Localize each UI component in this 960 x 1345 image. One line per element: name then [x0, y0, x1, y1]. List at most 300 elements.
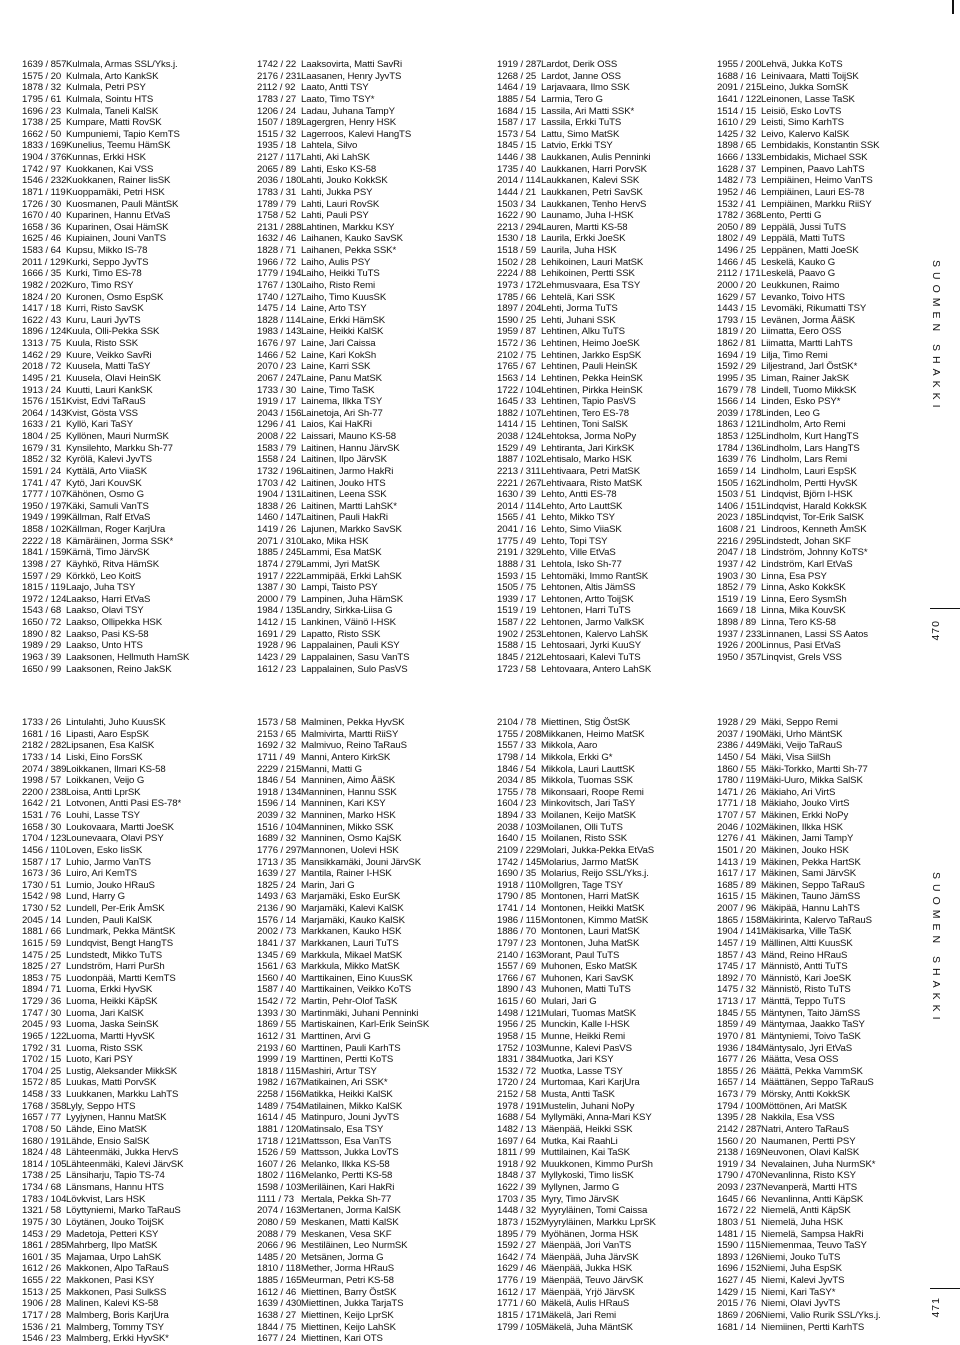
player-name-club: Lampinen, Juha HämSK: [301, 593, 403, 605]
list-item: [257, 1252, 429, 1264]
rating-games: 1852 / 79: [717, 582, 757, 594]
list-item: [257, 1031, 429, 1043]
list-item: [497, 559, 651, 571]
rating-games: 1614 / 45: [257, 1112, 297, 1124]
player-name-club: Kuusela, Matti TaSY: [66, 361, 151, 373]
player-name-club: Laukkanen, Harri PorvSK: [541, 163, 647, 175]
player-name-club: Laine, Heikki KalSK: [301, 326, 384, 338]
list-item: [717, 582, 879, 594]
player-name-club: Matinsalo, Esa TSY: [301, 1123, 384, 1135]
list-item: [497, 857, 656, 869]
rating-games: 1450 / 54: [717, 751, 757, 763]
player-name-club: Marttinen, Pauli KarhTS: [301, 1042, 401, 1054]
list-item: [257, 478, 411, 490]
rating-games: 1622 / 39: [497, 1182, 537, 1193]
player-name-club: Marjamäki, Kauko KalSK: [301, 914, 405, 926]
list-item: [22, 787, 183, 799]
player-name-club: Lehto, Mikko TSY: [541, 512, 615, 524]
player-name-club: Montonen, Juha MatSK: [541, 937, 640, 949]
player-name-club: Lotvonen, Antti Pasi ES-78*: [66, 798, 182, 810]
list-item: [257, 373, 411, 385]
list-item: [257, 1112, 429, 1124]
rating-games: 2008 / 22: [257, 431, 297, 442]
rating-games: 1453 / 29: [22, 1228, 62, 1240]
player-name-club: Mäkinen, Erkki NoPy: [761, 810, 849, 821]
list-item: [257, 664, 411, 676]
rating-games: 1629 / 46: [497, 1263, 537, 1275]
player-name-club: Liski, Eino ForsSK: [66, 751, 143, 763]
list-item: [257, 973, 429, 985]
rating-games: 1593 / 15: [497, 570, 537, 582]
rating-games: 1765 / 67: [497, 361, 537, 373]
list-item: [717, 1170, 881, 1182]
list-item: [257, 559, 411, 571]
rating-games: 1493 / 63: [257, 891, 297, 903]
player-name-club: Martiskainen, Karl-Erik SeinSK: [301, 1019, 430, 1031]
player-name-club: Madetoja, Petteri KSY: [66, 1228, 159, 1240]
player-name-club: Laaksonen, Reino JakSK: [66, 663, 172, 675]
list-item: [257, 443, 411, 455]
list-item: [22, 868, 183, 880]
list-item: [497, 915, 656, 927]
player-name-club: Kärnä, Timo JärvSK: [66, 547, 150, 559]
list-item: [22, 303, 189, 315]
list-item: [497, 938, 656, 950]
rating-games: 1803 / 51: [717, 1216, 757, 1228]
rating-games: 1984 / 135: [257, 605, 302, 617]
player-name-club: Lainema, Ilkka TSY: [301, 396, 383, 408]
list-item: [257, 1287, 429, 1299]
list-item: [497, 752, 656, 764]
list-item: [22, 257, 189, 269]
rating-games: 1657 / 77: [22, 1112, 62, 1124]
rating-games: 1919 / 17: [257, 396, 297, 408]
rating-games: 1608 / 21: [717, 524, 757, 535]
rating-games: 1918 / 110: [497, 879, 541, 891]
player-name-club: Kytö, Jari KouvSK: [66, 477, 142, 489]
list-item: [497, 1054, 656, 1066]
player-name-club: Mäenpää, Yrjö JärvSK: [541, 1286, 635, 1298]
rating-games: 2224 / 88: [497, 268, 537, 280]
rating-games: 1810 / 118: [257, 1263, 301, 1275]
list-item: [22, 915, 183, 927]
list-item: [257, 891, 429, 903]
list-item: [717, 926, 881, 938]
player-name-club: Mäkelä, Jari Remi: [541, 1309, 617, 1321]
list-item: [22, 1147, 183, 1159]
rating-games: 1630 / 39: [497, 489, 537, 501]
list-item: [257, 571, 411, 583]
player-name-club: Lembidakis, Michael SSK: [761, 152, 868, 163]
list-item: [257, 338, 411, 350]
player-name-club: Lehikoinen, Lauri MatSK: [541, 256, 644, 268]
rating-games: 1844 / 75: [257, 1321, 297, 1333]
player-name-club: Mutka, Kai RaahLi: [541, 1135, 618, 1147]
list-item: [22, 512, 189, 524]
player-name-club: Manninen, Mikko SSK: [301, 821, 394, 833]
player-name-club: Kuusela, Olavi HeinSK: [66, 372, 161, 384]
rating-games: 1733 / 26: [22, 717, 62, 728]
rating-games: 1458 / 33: [22, 1089, 62, 1100]
player-name-club: Myyryläinen, Markku LprSK: [541, 1216, 656, 1228]
list-item: [717, 1252, 881, 1264]
list-item: [497, 582, 651, 594]
rating-games: 1489 / 754: [257, 1100, 302, 1112]
rating-games: 1893 / 126: [717, 1251, 762, 1263]
rating-games: 1898 / 65: [717, 140, 757, 152]
rating-games: 1650 / 72: [22, 617, 62, 628]
rating-games: 1590 / 115: [717, 1240, 761, 1252]
rating-games: 1970 / 81: [717, 1030, 757, 1042]
list-item: [717, 408, 879, 420]
rating-games: 1572 / 85: [22, 1077, 62, 1089]
player-name-club: Munne, Kalevi PasVS: [541, 1042, 632, 1054]
list-item: [497, 617, 651, 629]
player-name-club: Lempinen, Paavo LahTS: [761, 163, 865, 175]
player-name-club: Luoma, Heikki KäpSK: [66, 996, 158, 1007]
player-name-club: Laitinen, Jouko HTS: [301, 477, 386, 489]
list-item: [497, 961, 656, 973]
rating-games: 1587 / 17: [22, 856, 62, 868]
list-item: [22, 524, 189, 536]
rating-games: 1752 / 103: [497, 1042, 542, 1054]
list-item: [257, 164, 411, 176]
list-item: [717, 1194, 881, 1206]
list-item: [497, 571, 651, 583]
player-name-club: Malmivirta, Martti RiiSY: [301, 728, 399, 740]
rating-games: 1587 / 40: [257, 984, 297, 996]
rating-games: 1722 / 104: [497, 384, 542, 396]
player-name-club: Lembidakis, Konstantin SSK: [761, 140, 880, 152]
player-name-club: Linden, Esko PSY*: [761, 396, 841, 408]
list-item: [22, 1205, 183, 1217]
rating-games: 1466 / 45: [717, 256, 757, 268]
list-item: [717, 787, 881, 799]
list-item: [717, 443, 879, 455]
player-name-club: Laitinen, Jarmo HakRi: [301, 465, 394, 477]
player-name-club: Mahrberg, Ilpo MatSK: [66, 1240, 158, 1252]
player-name-club: Muotka, Lasse TSY: [541, 1065, 623, 1077]
list-item: [22, 652, 189, 664]
player-name-club: Montonen, Heikki MatSK: [541, 903, 645, 914]
player-name-club: Lyyjynen, Hannu MatSK: [66, 1112, 167, 1124]
list-item: [717, 431, 879, 443]
player-name-club: Malmberg, Tommy TSY: [66, 1321, 164, 1333]
list-item: [257, 59, 411, 71]
list-item: [497, 903, 656, 915]
player-name-club: Lehti, Jorma TuTS: [541, 303, 618, 315]
rating-games: 1858 / 102: [22, 524, 67, 535]
player-name-club: Makkonen, Pasi SulkSS: [66, 1286, 167, 1298]
list-item: [497, 1077, 656, 1089]
player-name-club: Lehtinen, Tapio PasVS: [541, 396, 636, 408]
rating-games: 1904 / 141: [717, 926, 762, 938]
player-name-club: Mikkola, Lauri LauttSK: [541, 763, 635, 775]
rating-games: 1733 / 14: [22, 751, 62, 763]
rating-games: 2047 / 18: [717, 547, 757, 559]
rating-games: 2182 / 282: [22, 740, 67, 752]
rating-games: 1505 / 162: [717, 477, 762, 489]
player-name-club: Laukkanen, Kalevi SSK: [541, 175, 640, 187]
list-item: [22, 547, 189, 559]
list-item: [257, 582, 411, 594]
side-margin: [930, 150, 950, 650]
rating-games: 2046 / 102: [717, 821, 762, 833]
rating-games: 1406 / 151: [717, 500, 762, 512]
rating-games: 1387 / 30: [257, 582, 297, 594]
list-item: [497, 833, 656, 845]
rating-games: 1741 / 47: [22, 477, 62, 489]
rating-games: 1628 / 37: [717, 163, 757, 175]
list-item: [22, 1229, 183, 1241]
player-name-club: Källman, Ralf EtVaS: [66, 512, 151, 524]
list-item: [497, 1194, 656, 1206]
rating-games: 1627 / 45: [717, 1275, 757, 1286]
rating-games: 1639 / 27: [257, 868, 297, 880]
rating-games: 1898 / 89: [717, 617, 757, 628]
list-item: [22, 1031, 183, 1043]
rating-games: 1575 / 20: [22, 70, 62, 82]
rating-games: 1313 / 75: [22, 338, 62, 349]
list-item: [497, 233, 651, 245]
player-name-club: Martin, Pehr-Olof TaSK: [301, 996, 398, 1007]
list-item: [22, 129, 189, 141]
player-name-club: Luiro, Ari KemTS: [66, 868, 137, 880]
rating-games: 1865 / 158: [717, 914, 762, 926]
player-name-club: Laiho, Timo KuusSK: [301, 291, 387, 303]
rating-games: 1669 / 18: [717, 605, 757, 617]
player-name-club: Leppälä, Jussi TuTS: [761, 221, 847, 233]
list-item: [257, 1089, 429, 1101]
rating-games: 1617 / 17: [717, 868, 757, 880]
player-name-club: Lahti, Jukka PSY: [301, 186, 373, 198]
player-name-club: Kuosmanen, Pauli MäntSK: [66, 198, 179, 210]
player-name-club: Linna, Esa PSY: [761, 570, 827, 582]
rating-games: 2088 / 79: [257, 1228, 297, 1240]
list-item: [497, 1217, 656, 1229]
player-name-club: Niemi, Kari TaSY*: [761, 1286, 836, 1298]
player-name-club: Lehtinen, Jarkko EspSK: [541, 349, 642, 361]
player-name-club: Leskelä, Paavo G: [761, 268, 836, 280]
rating-games: 1755 / 208: [497, 728, 542, 740]
list-item: [22, 798, 183, 810]
rating-games: 1742 / 22: [257, 59, 297, 70]
player-name-club: Mäki-Torkko, Martti Sh-77: [761, 763, 868, 775]
rating-games: 1659 / 14: [717, 465, 757, 477]
list-item: [497, 280, 651, 292]
player-name-club: Kvist, Gösta VSS: [66, 407, 138, 419]
list-item: [257, 1194, 429, 1206]
player-name-club: Kurki, Seppo JyvTS: [66, 256, 149, 268]
player-name-club: Lindholm, Kurt HangTS: [761, 431, 859, 442]
rating-games: 1592 / 27: [497, 1240, 537, 1252]
list-item: [257, 798, 429, 810]
list-item: [257, 1066, 429, 1078]
list-item: [22, 1287, 183, 1299]
player-name-club: Lahti, Jouko KokkSK: [301, 175, 388, 187]
list-item: [257, 524, 411, 536]
list-item: [257, 1019, 429, 1031]
list-item: [22, 1089, 183, 1101]
player-name-club: Kunelius, Teemu HämSK: [66, 140, 171, 152]
player-name-club: Molari, Jukka-Pekka EtVaS: [541, 844, 655, 856]
list-item: [22, 1124, 183, 1136]
rating-games: 2229 / 215: [257, 763, 302, 775]
rating-games: 1526 / 59: [257, 1147, 297, 1159]
player-name-club: Miettinen, Keijo LprSK: [301, 1309, 394, 1321]
rating-games: 1955 / 200: [717, 59, 762, 70]
player-name-club: Laiho, Risto Remi: [301, 279, 376, 291]
rating-games: 1815 / 119: [22, 582, 66, 594]
list-item: [22, 82, 189, 94]
list-item: [717, 315, 879, 327]
player-name-club: Männistö, Antti TuTS: [761, 961, 848, 973]
list-item: [22, 926, 183, 938]
player-name-club: Lehtola, Isko Sh-77: [541, 558, 622, 570]
player-name-club: Lehtonen, Jarmo ValkSK: [541, 617, 645, 628]
player-name-club: Mäkirinta, Kalervo TaRauS: [761, 914, 872, 926]
rating-games: 1918 / 92: [497, 1158, 537, 1170]
rating-games: 1681 / 16: [22, 728, 62, 740]
rating-games: 2200 / 238: [22, 786, 67, 798]
player-name-club: Mashiri, Artur TSY: [301, 1065, 377, 1077]
player-name-club: Launamo, Juha I-HSK: [541, 210, 634, 222]
list-item: [257, 1333, 429, 1345]
player-name-club: Lahti, Esko KS-58: [301, 163, 377, 175]
list-item: [257, 1054, 429, 1066]
rating-games: 1694 / 19: [717, 349, 757, 361]
rating-games: 1978 / 191: [497, 1100, 542, 1112]
player-name-club: Liimatta, Martti LahTS: [761, 338, 853, 349]
list-item: [22, 419, 189, 431]
rating-games: 1838 / 26: [257, 500, 297, 512]
player-name-club: Louhi, Lasse TSY: [66, 810, 140, 821]
list-item: [257, 187, 411, 199]
player-name-club: Mäkisarka, Ville TaSK: [761, 926, 852, 938]
player-name-club: Kuokkanen, Rainer IisSK: [66, 175, 171, 187]
player-name-club: Kurri, Risto SavSK: [66, 303, 144, 315]
rating-games: 1869 / 206: [717, 1309, 762, 1321]
rating-games: 2045 / 14: [22, 914, 62, 926]
player-name-club: Lainetoja, Ari Sh-77: [301, 407, 383, 419]
player-name-club: Kyllö, Kari TaSY: [66, 419, 134, 431]
list-item: [257, 961, 429, 973]
list-item: [257, 257, 411, 269]
rating-games: 1825 / 27: [22, 961, 62, 973]
rating-games: 1983 / 143: [257, 326, 302, 338]
list-item: [497, 106, 651, 118]
player-name-club: Kumpuniemi, Tapio KemTS: [66, 128, 180, 140]
player-name-club: Makkonen, Pasi KSY: [66, 1275, 155, 1286]
rating-games: 1797 / 23: [497, 937, 537, 949]
player-name-club: Lindholm, Arto Remi: [761, 419, 846, 431]
rating-games: 1610 / 29: [717, 117, 757, 129]
player-name-club: Lustig, Aleksander MikkSK: [66, 1065, 178, 1077]
rating-games: 1666 / 35: [22, 268, 62, 280]
list-item: [22, 664, 189, 676]
rating-games: 1730 / 51: [22, 879, 62, 891]
list-item: [717, 385, 879, 397]
player-name-club: Lehtinen, Heimo JoeSK: [541, 338, 640, 349]
list-item: [497, 315, 651, 327]
player-name-club: Montonen, Kimmo MatSK: [541, 914, 649, 926]
rating-games: 2093 / 237: [717, 1182, 762, 1193]
page-number-rule: [930, 608, 960, 609]
list-item: [257, 1229, 429, 1241]
list-item: [257, 845, 429, 857]
list-item: [497, 1275, 656, 1287]
rating-games: 2014 / 114: [497, 500, 541, 512]
list-item: [497, 1287, 656, 1299]
rating-games: 1612 / 26: [22, 1263, 62, 1275]
list-item: [22, 891, 183, 903]
player-name-club: Mäkinen, Sami JärvSK: [761, 868, 857, 880]
rating-games: 1412 / 15: [257, 617, 297, 628]
player-name-club: Lako, Mika HSK: [301, 535, 369, 547]
player-name-club: Lehtinen, Pirkka HeinSK: [541, 384, 643, 396]
player-name-club: Mäenpää, Heikki SSK: [541, 1123, 633, 1135]
player-name-club: Luoma, Martti HyvSK: [66, 1030, 155, 1042]
player-name-club: Körkkö, Leo KoitS: [66, 570, 142, 582]
rating-games: 1747 / 30: [22, 1007, 62, 1019]
list-item: [257, 640, 411, 652]
list-item: [717, 303, 879, 315]
rating-games: 1857 / 43: [717, 949, 757, 961]
rating-games: 1959 / 87: [497, 326, 537, 338]
player-name-club: Loikkanen, Ilmari KS-58: [66, 763, 166, 775]
rating-games: 1913 / 24: [22, 384, 62, 396]
list-item: [257, 129, 411, 141]
player-name-club: Miettinen, Jukka TarjaTS: [301, 1298, 404, 1310]
list-item: [717, 1043, 881, 1055]
player-name-club: Mäntymaa, Jaakko TaSY: [761, 1019, 865, 1031]
rating-games: 1717 / 28: [22, 1309, 62, 1321]
player-name-club: Manninen, Marko HSK: [301, 810, 396, 821]
rating-games: 1776 / 297: [257, 844, 302, 856]
list-item: [22, 408, 189, 420]
list-item: [22, 775, 183, 787]
rating-games: 1696 / 23: [22, 105, 62, 117]
player-name-club: Kuparinen, Osai HämSK: [66, 221, 169, 233]
player-name-club: Mikonsaari, Roope Remi: [541, 786, 644, 798]
rating-games: 1475 / 32: [717, 984, 757, 996]
list-item: [22, 489, 189, 501]
rating-games: 1783 / 31: [257, 186, 297, 198]
player-name-club: Naumanen, Pertti PSY: [761, 1135, 856, 1147]
rating-games: 1670 / 40: [22, 210, 62, 222]
rating-games: 1892 / 70: [717, 972, 757, 984]
list-item: [257, 740, 429, 752]
list-item: [497, 222, 651, 234]
list-item: [717, 810, 881, 822]
player-name-club: Manninen, Hannu SSK: [301, 786, 397, 798]
player-name-club: Melanko, Ilkka KS-58: [301, 1158, 390, 1170]
rating-games: 1841 / 37: [257, 937, 297, 949]
list-item: [717, 257, 879, 269]
rating-games: 1792 / 31: [22, 1042, 62, 1054]
list-item: [717, 1310, 881, 1322]
rating-games: 1841 / 159: [22, 547, 67, 559]
player-name-club: Kunnas, Erkki HSK: [66, 152, 146, 163]
name-column: [497, 59, 651, 675]
rating-games: 1557 / 69: [497, 961, 537, 973]
player-name-club: Mattsson, Esa VanTS: [301, 1135, 392, 1147]
list-item: [22, 845, 183, 857]
player-name-club: Luoma, Risto SSK: [66, 1042, 143, 1054]
rating-games: 1824 / 20: [22, 291, 62, 303]
rating-games: 1573 / 54: [497, 128, 537, 140]
player-name-club: Kulmala, Armas SSL/Yks.j.: [66, 59, 178, 70]
